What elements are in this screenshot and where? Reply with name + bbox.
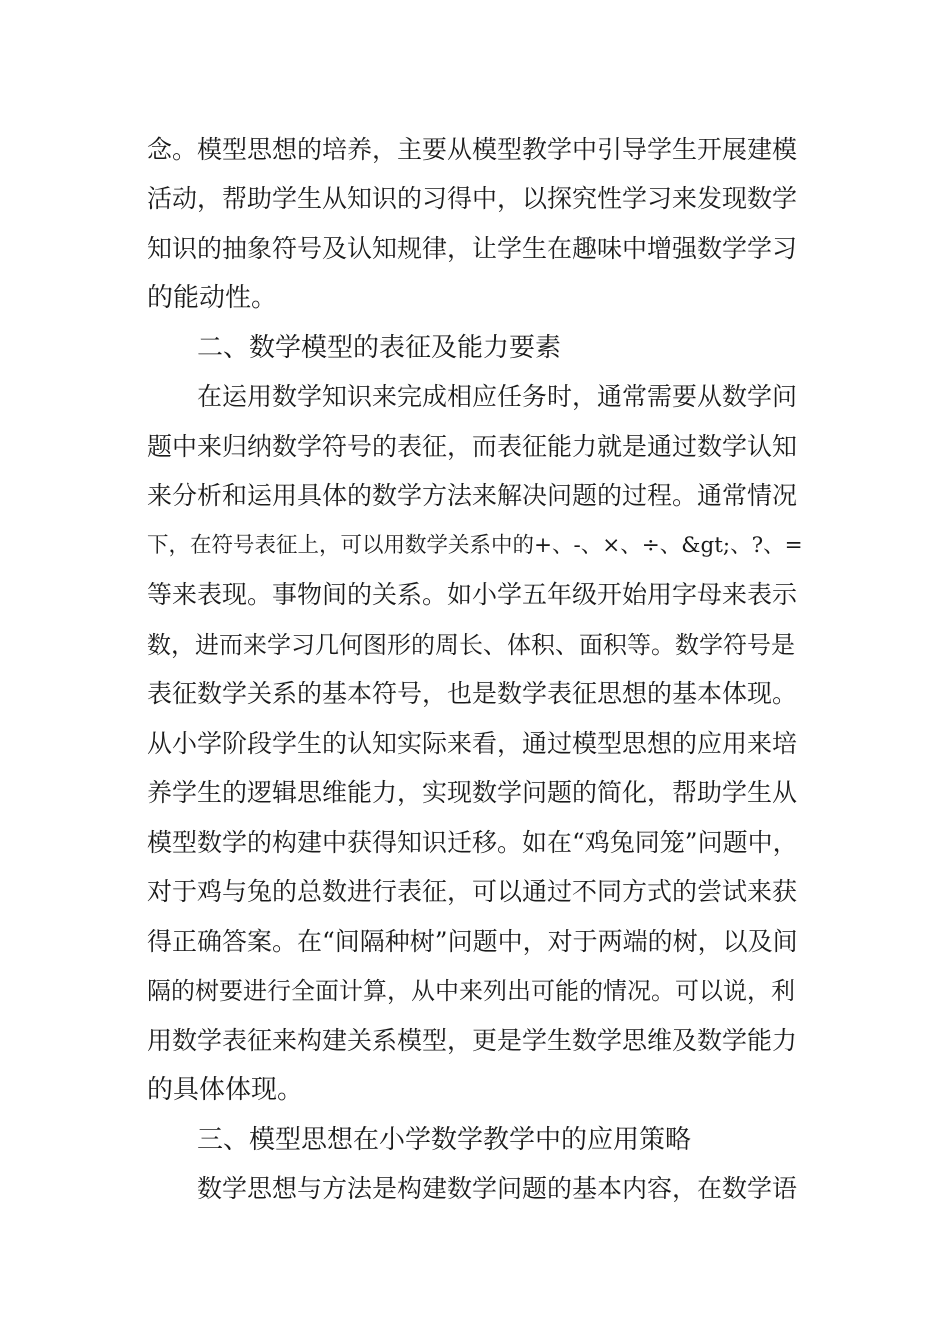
body-text-line: 得正确答案。在“间隔种树”问题中，对于两端的树，以及间	[147, 927, 798, 956]
body-text-line: 养学生的逻辑思维能力，实现数学问题的简化，帮助学生从	[147, 778, 798, 807]
body-text-line: 等来表现。事物间的关系。如小学五年级开始用字母来表示	[147, 580, 798, 609]
body-text-line: 数学思想与方法是构建数学问题的基本内容，在数学语	[197, 1174, 798, 1203]
body-text-line: 对于鸡与兔的总数进行表征，可以通过不同方式的尝试来获	[147, 877, 798, 906]
body-text-line: 活动，帮助学生从知识的习得中，以探究性学习来发现数学	[147, 184, 798, 213]
body-text-line: 数，进而来学习几何图形的周长、体积、面积等。数学符号是	[147, 631, 795, 659]
body-text-line: 用数学表征来构建关系模型，更是学生数学思维及数学能力	[147, 1026, 798, 1055]
body-text-line: 知识的抽象符号及认知规律，让学生在趣味中增强数学学习	[147, 234, 798, 263]
body-text-line: 的能动性。	[147, 283, 278, 313]
body-text-line: 下，在符号表征上，可以用数学关系中的+、-、×、÷、&gt;、?、=	[147, 533, 803, 558]
body-text-line: 表征数学关系的基本符号，也是数学表征思想的基本体现。	[147, 679, 798, 708]
body-text-line: 模型数学的构建中获得知识迁移。如在“鸡兔同笼”问题中，	[147, 828, 798, 857]
body-text-line: 从小学阶段学生的认知实际来看，通过模型思想的应用来培	[147, 729, 798, 758]
body-text-line: 隔的树要进行全面计算，从中来列出可能的情况。可以说，利	[147, 977, 795, 1005]
section-heading: 三、模型思想在小学数学教学中的应用策略	[197, 1125, 692, 1155]
body-text-line: 念。模型思想的培养，主要从模型教学中引导学生开展建模	[147, 135, 798, 164]
body-text-line: 在运用数学知识来完成相应任务时，通常需要从数学问	[197, 382, 798, 411]
body-text-line: 来分析和运用具体的数学方法来解决问题的过程。通常情况	[147, 481, 798, 510]
body-text-line: 的具体体现。	[147, 1075, 304, 1105]
body-text-line: 题中来归纳数学符号的表征，而表征能力就是通过数学认知	[147, 432, 798, 461]
section-heading: 二、数学模型的表征及能力要素	[197, 333, 562, 363]
